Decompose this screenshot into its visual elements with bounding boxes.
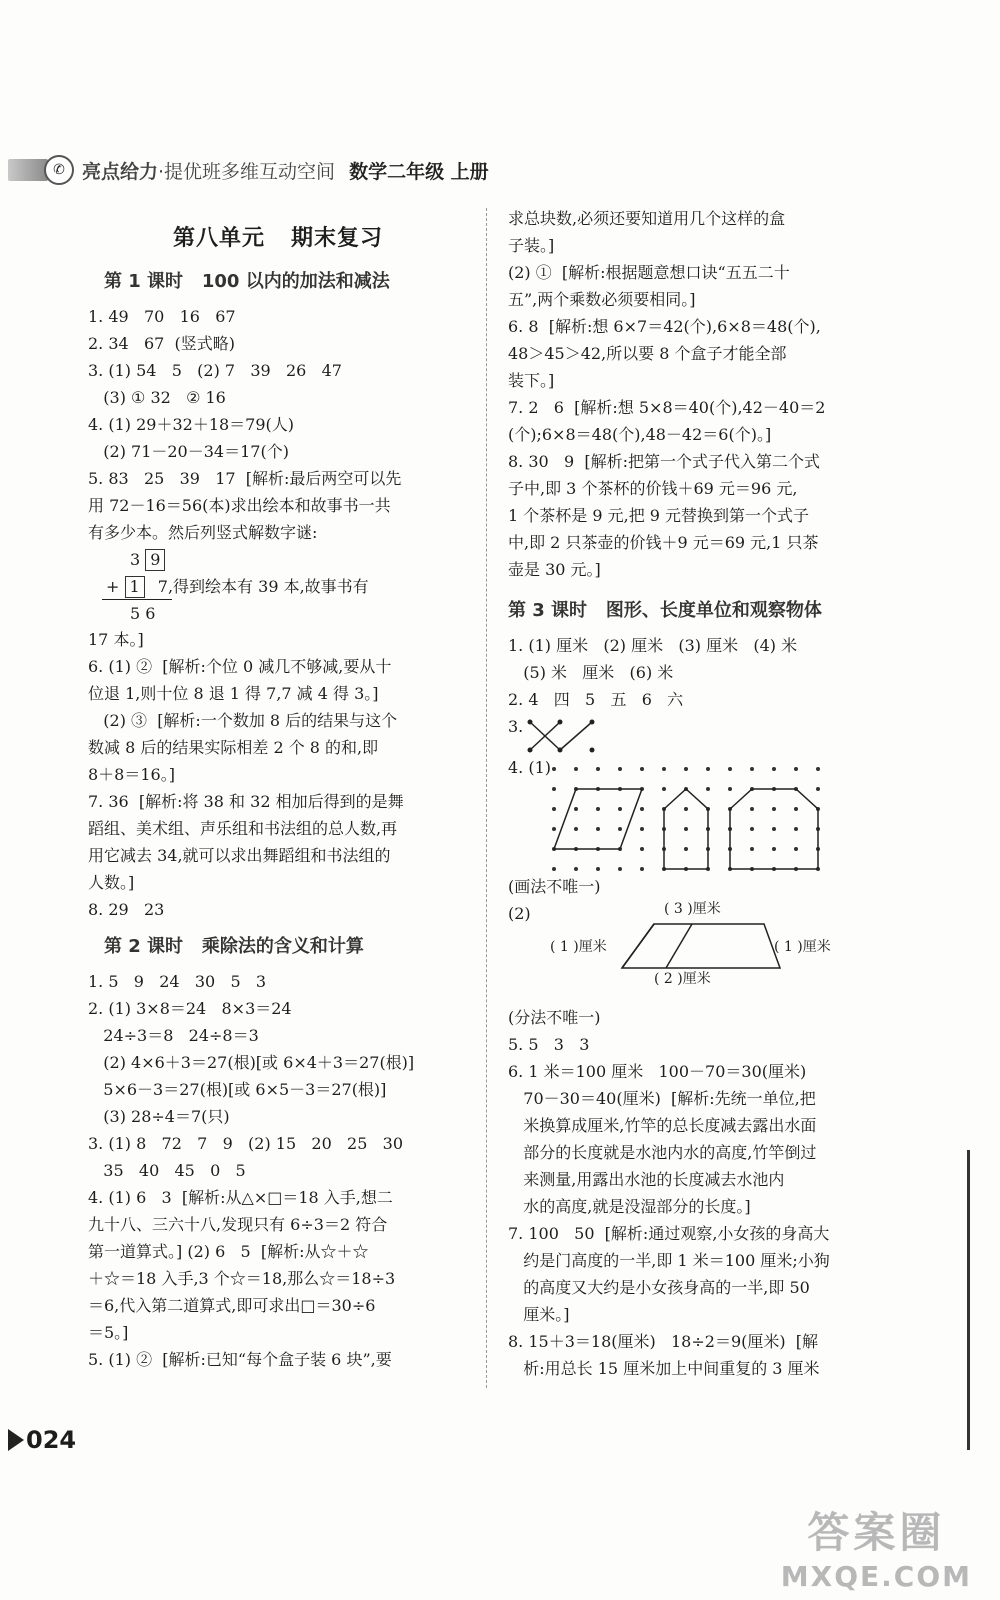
puzzle-sum: 5 6 bbox=[130, 604, 156, 623]
grid-dot bbox=[728, 787, 732, 791]
answer-line: 8. 29 23 bbox=[88, 900, 165, 919]
answer-line: (5) 米 厘米 (6) 米 bbox=[508, 663, 674, 682]
grid-dot bbox=[640, 767, 644, 771]
grid-dot bbox=[640, 827, 644, 831]
unit-title: 第八单元 期末复习 bbox=[173, 226, 383, 251]
grid-dot bbox=[574, 807, 578, 811]
grid-dot bbox=[574, 827, 578, 831]
answer-line: 5. 5 3 3 bbox=[508, 1035, 590, 1054]
right-column bbox=[508, 205, 888, 1382]
lesson2-answers bbox=[88, 968, 468, 1373]
grid-dot bbox=[684, 847, 688, 851]
grid-dot bbox=[596, 807, 600, 811]
answer-line: 1. 49 70 16 67 bbox=[88, 307, 236, 326]
answer-line: 7. 100 50 [解析:通过观察,小女孩的身高大 bbox=[508, 1224, 830, 1243]
lesson2-title: 第 2 课时 乘除法的含义和计算 bbox=[104, 936, 364, 957]
answer-line: 用 72－16＝56(本)求出绘本和故事书一共 bbox=[88, 496, 391, 515]
header-brand: 亮点给力 bbox=[82, 160, 159, 183]
grid-dot bbox=[684, 827, 688, 831]
answer-line: 4. (1) 6 3 [解析:从△×□＝18 入手,想二 bbox=[88, 1188, 393, 1207]
page-header bbox=[8, 152, 608, 188]
answer-line: 8. 30 9 [解析:把第一个式子代入第二个式 bbox=[508, 452, 820, 471]
grid-note: (画法不唯一) bbox=[508, 877, 601, 896]
puzzle-box-1: 1 bbox=[125, 576, 145, 598]
lesson1-title: 第 1 课时 100 以内的加法和减法 bbox=[104, 271, 390, 292]
grid-dot bbox=[794, 767, 798, 771]
answer-line: (3) 28÷4＝7(只) bbox=[88, 1107, 230, 1126]
answer-line: ＝5。] bbox=[88, 1323, 129, 1342]
page-number bbox=[8, 1426, 76, 1454]
grid-dot bbox=[772, 767, 776, 771]
trap-top-label: ( 3 )厘米 bbox=[664, 901, 721, 917]
trap-bottom-label: ( 2 )厘米 bbox=[654, 971, 711, 987]
answer-line: 水的高度,就是没湿部分的长度。] bbox=[508, 1197, 751, 1216]
puzzle-box-9: 9 bbox=[145, 549, 165, 571]
triangle-marker-icon bbox=[8, 1429, 24, 1451]
answer-line: 2. 34 67 (竖式略) bbox=[88, 334, 235, 353]
answer-line: 24÷3＝8 24÷8＝3 bbox=[88, 1026, 259, 1045]
answer-line: 3. bbox=[508, 717, 524, 736]
answer-line: 5. (1) ② [解析:已知“每个盒子装 6 块”,要 bbox=[88, 1350, 392, 1369]
puzzle-digit-7: 7 bbox=[157, 577, 168, 596]
grid-dot bbox=[618, 867, 622, 871]
trap-right-label: ( 1 )厘米 bbox=[774, 939, 831, 955]
parallelogram-shape bbox=[554, 789, 642, 849]
answer-line: 1. 5 9 24 30 5 3 bbox=[88, 972, 267, 991]
grid-dot bbox=[772, 847, 776, 851]
answer-line: 位退 1,则十位 8 退 1 得 7,7 减 4 得 3。] bbox=[88, 684, 379, 703]
answer-line: 装下。] bbox=[508, 371, 555, 390]
grid-dot bbox=[750, 827, 754, 831]
answer-line: 6. 8 [解析:想 6×7＝42(个),6×8＝48(个), bbox=[508, 317, 821, 336]
grid-dot bbox=[662, 787, 666, 791]
answer-line: 析:用总长 15 厘米加上中间重复的 3 厘米 bbox=[508, 1359, 820, 1378]
grid-dot bbox=[706, 767, 710, 771]
trap-left-label: ( 1 )厘米 bbox=[550, 939, 607, 955]
dot-grid-figure bbox=[548, 763, 848, 873]
puzzle-digit-3: 3 bbox=[130, 550, 141, 569]
answer-line: 五”,两个乘数必须要相同。] bbox=[508, 290, 696, 309]
answer-line: 子装。] bbox=[508, 236, 555, 255]
grid-dot bbox=[618, 807, 622, 811]
grid-dot bbox=[662, 767, 666, 771]
answer-line: 来测量,用露出水池的长度减去水池内 bbox=[508, 1170, 785, 1189]
answer-line: 壶是 30 元。] bbox=[508, 560, 601, 579]
grid-dot bbox=[750, 767, 754, 771]
answer-line: 2. (1) 3×8＝24 8×3＝24 bbox=[88, 999, 292, 1018]
answer-line: 7. 36 [解析:将 38 和 32 相加后得到的是舞 bbox=[88, 792, 404, 811]
grid-dot bbox=[552, 787, 556, 791]
grid-dot bbox=[596, 867, 600, 871]
answer-line: 35 40 45 0 5 bbox=[88, 1161, 246, 1180]
answer-line: 求总块数,必须还要知道用几个这样的盒 bbox=[508, 209, 786, 228]
answer-line: 4. (1) 29＋32＋18＝79(人) bbox=[88, 415, 295, 434]
grid-dot bbox=[552, 807, 556, 811]
grid-dot bbox=[552, 867, 556, 871]
grid-dot bbox=[706, 787, 710, 791]
grid-dot bbox=[816, 767, 820, 771]
split-note: (分法不唯一) bbox=[508, 1008, 601, 1027]
grid-dot bbox=[640, 807, 644, 811]
grid-dot bbox=[816, 787, 820, 791]
answer-line: ＝6,代入第二道算式,即可求出□＝30÷6 bbox=[88, 1296, 376, 1315]
answer-line: (3) ① 32 ② 16 bbox=[88, 388, 226, 407]
answer-line: 1 个茶杯是 9 元,把 9 元替换到第一个式子 bbox=[508, 506, 810, 525]
lesson3-title: 第 3 课时 图形、长度单位和观察物体 bbox=[508, 600, 822, 621]
lesson1-answers-cont bbox=[88, 626, 468, 923]
grid-dot bbox=[728, 767, 732, 771]
answer-line: 8. 15＋3＝18(厘米) 18÷2＝9(厘米) [解 bbox=[508, 1332, 819, 1351]
answer-line: (2) 71－20－34＝17(个) bbox=[88, 442, 289, 461]
puzzle-plus: + bbox=[106, 577, 120, 596]
column-divider bbox=[486, 208, 487, 1388]
grid-dot bbox=[574, 767, 578, 771]
answer-line: 的高度又大约是小女孩身高的一半,即 50 bbox=[508, 1278, 810, 1297]
answer-line: 8＋8＝16。] bbox=[88, 765, 175, 784]
header-subject: 数学二年级 上册 bbox=[349, 160, 489, 183]
puzzle-after-text: ,得到绘本有 39 本,故事书有 bbox=[167, 577, 369, 596]
lesson3-answers-b bbox=[508, 1031, 888, 1382]
grid-dot bbox=[794, 827, 798, 831]
digit-puzzle bbox=[88, 546, 468, 626]
grid-dot bbox=[640, 847, 644, 851]
grid-dot bbox=[684, 807, 688, 811]
answer-line: 2. 4 四 5 五 6 六 bbox=[508, 690, 684, 709]
grid-dot bbox=[618, 767, 622, 771]
watermark bbox=[781, 1500, 972, 1593]
answer-line: 九十八、三六十八,发现只有 6÷3＝2 符合 bbox=[88, 1215, 388, 1234]
answer-line: ＋☆＝18 入手,3 个☆＝18,那么☆＝18÷3 bbox=[88, 1269, 396, 1288]
grid-dot bbox=[684, 767, 688, 771]
grid-dot bbox=[640, 867, 644, 871]
answer-line: 数减 8 后的结果实际相差 2 个 8 的和,即 bbox=[88, 738, 379, 757]
answer-line: 蹈组、美术组、声乐组和书法组的总人数,再 bbox=[88, 819, 398, 838]
watermark-url: MXQE.COM bbox=[780, 1560, 972, 1593]
answer-line: 米换算成厘米,竹竿的总长度减去露出水面 bbox=[508, 1116, 817, 1135]
bulb-icon: ✆ bbox=[44, 155, 74, 185]
answer-line: 中,即 2 只茶壶的价钱＋9 元＝69 元,1 只茶 bbox=[508, 533, 819, 552]
grid-dot bbox=[574, 867, 578, 871]
answer-line: 7. 2 6 [解析:想 5×8＝40(个),42－40＝2 bbox=[508, 398, 826, 417]
q4-label: 4. (1) bbox=[508, 758, 552, 777]
grid-dot bbox=[750, 807, 754, 811]
grid-dot bbox=[794, 847, 798, 851]
grid-dot bbox=[596, 767, 600, 771]
answer-line: 5×6－3＝27(根)[或 6×5－3＝27(根)] bbox=[88, 1080, 387, 1099]
grid-dot bbox=[552, 767, 556, 771]
lesson2-answers-cont bbox=[508, 205, 888, 583]
answer-line: 17 本。] bbox=[88, 630, 144, 649]
answer-line: (2) ③ [解析:一个数加 8 后的结果与这个 bbox=[88, 711, 398, 730]
trapezoid-figure bbox=[508, 900, 888, 1004]
grid-dot bbox=[772, 827, 776, 831]
answer-line: 3. (1) 54 5 (2) 7 39 26 47 bbox=[88, 361, 342, 380]
watermark-text: 答案圈 bbox=[807, 1508, 946, 1557]
answer-line: 用它减去 34,就可以求出舞蹈组和书法组的 bbox=[88, 846, 391, 865]
answer-line: 部分的长度就是水池内水的高度,竹竿倒过 bbox=[508, 1143, 817, 1162]
lesson1-answers bbox=[88, 303, 468, 546]
grid-dot bbox=[794, 807, 798, 811]
answer-line: 70－30＝40(厘米) [解析:先统一单位,把 bbox=[508, 1089, 816, 1108]
header-decoration-bar bbox=[8, 159, 48, 181]
answer-line: (2) 4×6＋3＝27(根)[或 6×4＋3＝27(根)] bbox=[88, 1053, 415, 1072]
answer-line: (2) ① [解析:根据题意想口诀“五五二十 bbox=[508, 263, 790, 282]
answer-line: 有多少本。然后列竖式解数字谜: bbox=[88, 523, 318, 542]
answer-line: 6. 1 米＝100 厘米 100－70＝30(厘米) bbox=[508, 1062, 807, 1081]
answer-line: 厘米。] bbox=[508, 1305, 570, 1324]
page-edge-shadow bbox=[967, 1150, 970, 1450]
answer-line: 子中,即 3 个茶杯的价钱＋69 元＝96 元, bbox=[508, 479, 798, 498]
trapezoid-shape bbox=[614, 920, 784, 974]
q4-2-label: (2) bbox=[508, 904, 531, 923]
grid-dot bbox=[750, 847, 754, 851]
answer-line: 48＞45＞42,所以要 8 个盒子才能全部 bbox=[508, 344, 787, 363]
matching-lines-figure bbox=[522, 718, 602, 754]
grid-dot bbox=[596, 827, 600, 831]
answer-line: 约是门高度的一半,即 1 米＝100 厘米;小狗 bbox=[508, 1251, 830, 1270]
answer-line: 5. 83 25 39 17 [解析:最后两空可以先 bbox=[88, 469, 402, 488]
grid-dot bbox=[552, 827, 556, 831]
page-number-text: 024 bbox=[26, 1426, 77, 1454]
grid-dot bbox=[618, 827, 622, 831]
grid-dot bbox=[772, 807, 776, 811]
answer-line: 3. (1) 8 72 7 9 (2) 15 20 25 30 bbox=[88, 1134, 403, 1153]
answer-line: 1. (1) 厘米 (2) 厘米 (3) 厘米 (4) 米 bbox=[508, 636, 798, 655]
left-column bbox=[88, 205, 468, 1373]
answer-line: 第一道算式。] (2) 6 5 [解析:从☆＋☆ bbox=[88, 1242, 369, 1261]
header-subtitle: ·提优班多维互动空间 bbox=[158, 160, 336, 183]
answer-line: 人数。] bbox=[88, 873, 135, 892]
answer-line: (个);6×8＝48(个),48－42＝6(个)。] bbox=[508, 425, 772, 444]
answer-line: 6. (1) ② [解析:个位 0 减几不够减,要从十 bbox=[88, 657, 392, 676]
